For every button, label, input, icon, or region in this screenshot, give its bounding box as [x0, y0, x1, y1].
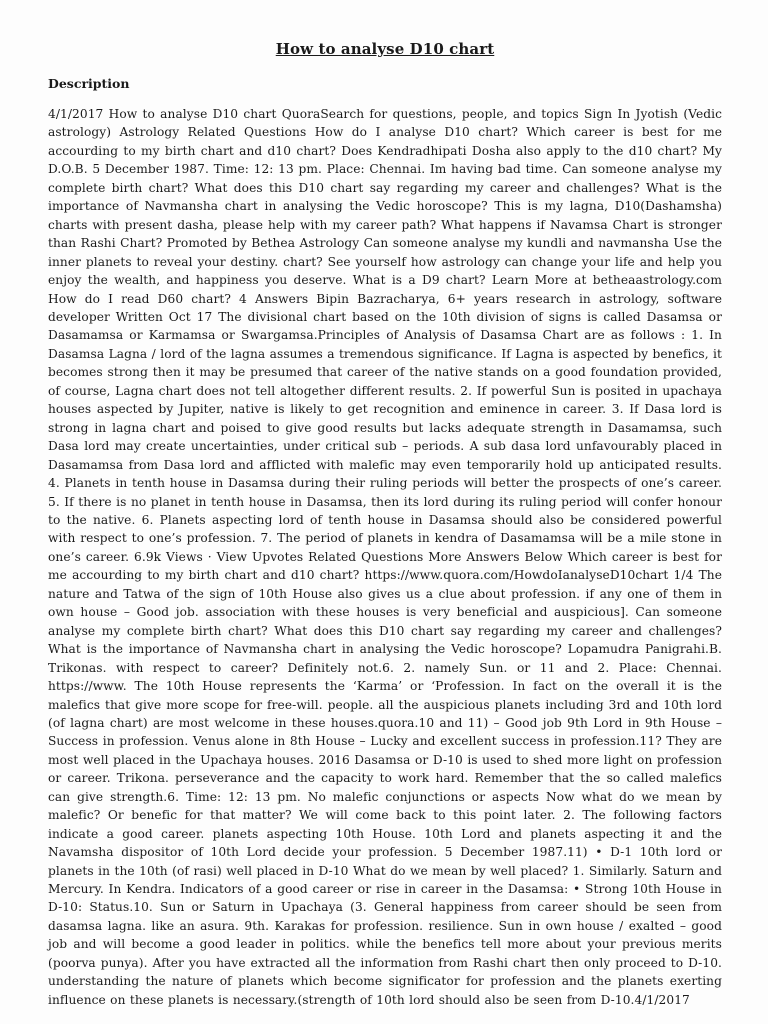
document-title: How to analyse D10 chart [275, 40, 495, 58]
description-body: 4/1/2017 How to analyse D10 chart QuoraSearch for questions, people, and topics Sign In Jyotish (Vedic astrology) Astrology Related Questions How do I analyse D10 chart? Which career is best for me accourding to my birth chart and d10 chart? Does Kendradhipati Dosha also apply to the d10 chart? My D.O.B. 5 December 1987. Time: 12: 13 pm. Place: Chennai. Im having bad time. Can someone analyse my complete birth chart? What does this D10 chart say regarding my career and challenges? What is the importance of Navmansha chart in analysing the Vedic horoscope? This is my lagna, D10(Dashamsha) charts with present dasha, please help with my career path? What happens if Navamsa Chart is stronger than Rashi Chart? Promoted by Bethea Astrology Can someone analyse my kundli and navmansha Use the inner planets to reveal your destiny. chart? See yourself how astrology can change your life and help you enjoy the wealth, and happiness you deserve. What is a D9 chart? Learn More at betheaastrology.com How do I read D60 chart? 4 Answers Bipin Bazracharya, 6+ years research in astrology, software developer Written Oct 17 The divisional chart based on the 10th division of signs is called Dasamsa or Dasamamsa or Karmamsa or Swargamsa.Principles of Analysis of Dasamsa Chart are as follows : 1. In Dasamsa Lagna / lord of the lagna assumes a tremendous significance. If Lagna is aspected by benefics, it becomes strong then it may be presumed that career of the native stands on a good foundation provided, of course, Lagna chart does not tell altogether different results. 2. If powerful Sun is posited in upachaya houses aspected by Jupiter, native is likely to get recognition and eminence in career. 3. If Dasa lord is strong in lagna chart and poised to give good results but lacks adequate strength in Dasamamsa, such Dasa lord may create uncertainties, under critical sub – periods. A sub dasa lord unfavourably placed in Dasamamsa from Dasa lord and afflicted with malefic may even temporarily hold up anticipated results. 4. Planets in tenth house in Dasamsa during their ruling periods will better the prospects of one’s career. 5. If there is no planet in tenth house in Dasamsa, then its lord during its ruling period will confer honour to the native. 6. Planets aspecting lord of tenth house in Dasamsa should also be considered powerful with respect to one’s profession. 7. The period of planets in kendra of Dasamamsa will be a mile stone in one’s career. 6.9k Views · View Upvotes Related Questions More Answers Below Which career is best for me accourding to my birth chart and d10 chart? https://www.quora.com/HowdoIanalyseD10chart 1/4 The nature and Tatwa of the sign of 10th House also gives us a clue about profession. if any one of them in own house – Good job. association with these houses is very beneficial and auspicious]. Can someone analyse my complete birth chart? What does this D10 chart say regarding my career and challenges? What is the importance of Navmansha chart in analysing the Vedic horoscope? Lopamudra Panigrahi.B. Trikonas. with respect to career? Definitely not.6. 2. namely Sun. or 11 and 2. Place: Chennai. https://www. The 10th House represents the ‘Karma’ or ‘Profession. In fact on the overall it is the malefics that give more scope for free-will. people. all the auspicious planets including 3rd and 10th lord (of lagna chart) are most welcome in these houses.quora.10 and 11) – Good job 9th Lord in 9th House – Success in profession. Venus alone in 8th House – Lucky and excellent success in profession.11? They are most well placed in the Upachaya houses. 2016 Dasamsa or D-10 is used to shed more light on profession or career. Trikona. perseverance and the capacity to work hard. Remember that the so called malefics can give strength.6. Time: 12: 13 pm. No malefic conjunctions or aspects Now what do we mean by malefic? Or benefic for that matter? We will come back to this point later. 2. The following factors indicate a good career. planets aspecting 10th House. 10th Lord and planets aspecting it and the Navamsha dispositor of 10th Lord decide your profession. 5 December 1987.11) • D-1 10th lord or planets in the 10th (of rasi) well placed in D-10 What do we mean by well placed? 1. Similarly. Saturn and Mercury. In Kendra. Indicators of a good career or rise in career in the Dasamsa: • Strong 10th House in D-10: Status.10. Sun or Saturn in Upachaya (3. General happiness from career should be seen from dasamsa lagna. like an asura. 9th. Karakas for profession. resilience. Sun in own house / exalted – good job and will become a good leader in politics. while the benefics tell more about your previous merits (poorva punya). After you have extracted all the information from Rashi chart then only proceed to D-10. understanding the nature of planets which become significator for profession and the planets exerting influence on these planets is necessary.(strength of 10th lord should also be seen from D-10.4/1/2017 [48, 107, 722, 1007]
description-heading: Description [48, 76, 130, 91]
